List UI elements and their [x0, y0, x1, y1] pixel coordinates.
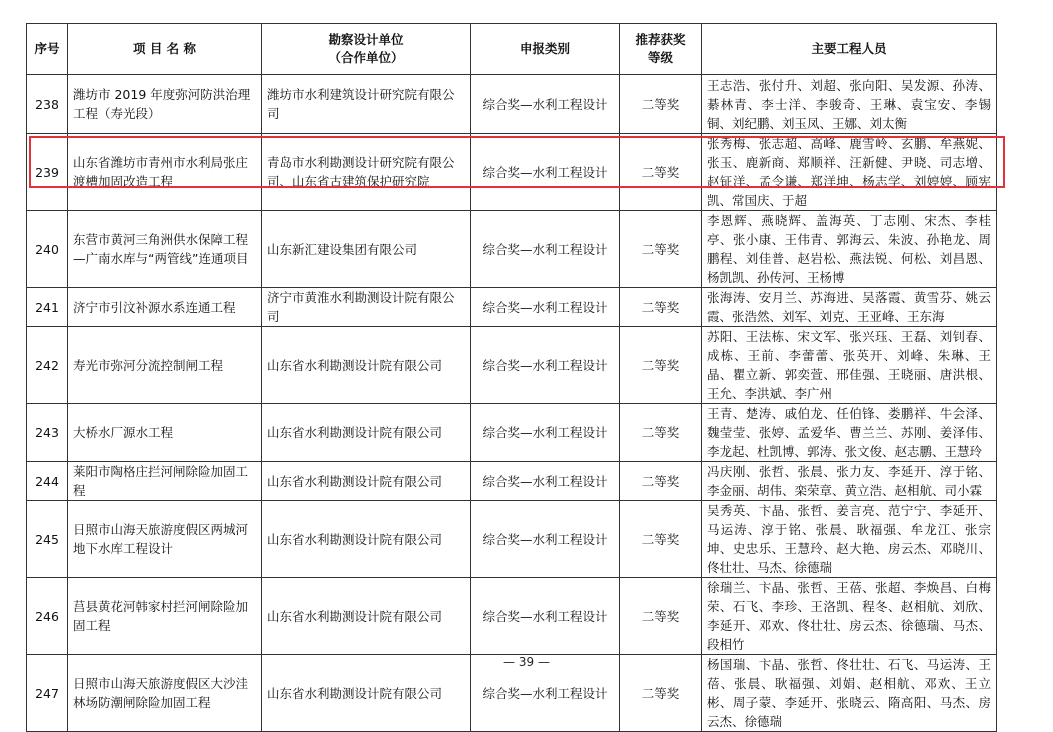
table-row	[27, 462, 997, 501]
row-staff: 张海涛、安月兰、苏海进、吴落霞、黄雪芬、姚云霞、张浩然、刘军、刘克、王亚峰、王东海	[702, 288, 997, 327]
row-design-unit: 山东省水利勘测设计院有限公司	[262, 404, 471, 462]
row-design-unit: 青岛市水利勘测设计研究院有限公司、山东省古建筑保护研究院	[262, 134, 471, 211]
row-no: 243	[27, 404, 68, 462]
row-design-unit: 山东省水利勘测设计院有限公司	[262, 327, 471, 404]
table-row	[27, 211, 997, 288]
header-award-line1: 推荐获奖	[635, 32, 686, 47]
row-staff: 杨国瑞、卞晶、张哲、佟壮壮、石飞、马运涛、王蓓、张晨、耿福强、刘娟、赵相航、邓欢、王立彬、周子蒙、李延开、张晓云、隋高阳、马杰、房云杰、徐德瑞	[702, 655, 997, 732]
row-project-name: 日照市山海天旅游度假区两城河地下水库工程设计	[68, 501, 262, 578]
row-award: 二等奖	[620, 327, 702, 404]
row-project-name: 济宁市引汶补源水系连通工程	[68, 288, 262, 327]
row-category: 综合奖—水利工程设计	[471, 655, 620, 732]
row-category: 综合奖—水利工程设计	[471, 327, 620, 404]
row-no: 247	[27, 655, 68, 732]
row-staff: 吴秀英、卞晶、张哲、姜言亮、范宁宁、李延开、马运涛、淳于铭、张晨、耿福强、牟龙江、张宗坤、史忠乐、王慧玲、赵大艳、房云杰、邓晓川、佟壮壮、马杰、徐德瑞	[702, 501, 997, 578]
row-design-unit: 山东新汇建设集团有限公司	[262, 211, 471, 288]
row-category: 综合奖—水利工程设计	[471, 211, 620, 288]
row-staff: 王青、楚涛、戚伯龙、任伯锋、娄鹏祥、牛会泽、魏莹莹、张婷、孟爱华、曹兰兰、苏刚、姜泽伟、李龙起、杜凯博、郭涛、张文俊、赵志鹏、王慧玲	[702, 404, 997, 462]
row-category: 综合奖—水利工程设计	[471, 288, 620, 327]
row-no: 240	[27, 211, 68, 288]
row-design-unit: 山东省水利勘测设计院有限公司	[262, 655, 471, 732]
page-number: — 39 —	[503, 655, 550, 669]
row-award: 二等奖	[620, 501, 702, 578]
row-project-name: 东营市黄河三角洲供水保障工程—广南水库与“两管线”连通项目	[68, 211, 262, 288]
row-project-name: 寿光市弥河分流控制闸工程	[68, 327, 262, 404]
table-row	[27, 327, 997, 404]
row-staff: 李恩辉、燕晓辉、盖海英、丁志刚、宋杰、李桂亭、张小康、王伟青、郭海云、朱波、孙艳龙、周鹏程、刘佳普、赵岩松、燕法锐、何松、刘昌恩、杨凯凯、孙传河、王杨博	[702, 211, 997, 288]
row-category: 综合奖—水利工程设计	[471, 501, 620, 578]
row-no: 245	[27, 501, 68, 578]
header-design-unit	[262, 24, 471, 75]
row-award: 二等奖	[620, 211, 702, 288]
table-row	[27, 404, 997, 462]
row-project-name: 潍坊市 2019 年度弥河防洪治理工程（寿光段）	[68, 75, 262, 134]
row-staff: 苏阳、王法栋、宋文军、张兴珏、王磊、刘钊春、成栋、王前、李蕾蕾、张英开、刘峰、朱琳、王晶、瞿立新、郭奕萱、邢佳强、王晓丽、唐洪根、王允、李洪斌、李广州	[702, 327, 997, 404]
row-category: 综合奖—水利工程设计	[471, 75, 620, 134]
row-design-unit: 山东省水利勘测设计院有限公司	[262, 462, 471, 501]
row-award: 二等奖	[620, 462, 702, 501]
row-staff: 王志浩、张付升、刘超、张向阳、吴发源、孙涛、綦林青、李士洋、李骏奇、王琳、袁宝安、李锡铜、刘纪鹏、刘玉凤、王娜、刘太衡	[702, 75, 997, 134]
header-design-unit-line2: （合作单位）	[328, 50, 404, 65]
row-award: 二等奖	[620, 134, 702, 211]
header-staff: 主要工程人员	[702, 24, 997, 75]
row-category: 综合奖—水利工程设计	[471, 404, 620, 462]
row-design-unit: 山东省水利勘测设计院有限公司	[262, 578, 471, 655]
row-staff: 冯庆刚、张哲、张晨、张力友、李延开、淳于铭、李金丽、胡伟、栾荣章、黄立浩、赵相航、司小霖	[702, 462, 997, 501]
row-project-name: 莱阳市陶格庄拦河闸除险加固工程	[68, 462, 262, 501]
row-project-name: 日照市山海天旅游度假区大沙洼林场防潮闸除险加固工程	[68, 655, 262, 732]
row-project-name: 莒县黄花河韩家村拦河闸除险加固工程	[68, 578, 262, 655]
header-award-line2: 等级	[647, 50, 673, 65]
table-row-highlighted	[27, 134, 997, 211]
row-staff: 张秀梅、张志超、高峰、鹿雪岭、玄鹏、牟燕妮、张玉、鹿新商、郑顺祥、汪新健、尹晓、司志增、赵钲洋、孟令谦、郑洋坤、杨志学、刘婷婷、顾宪凯、常国庆、于超	[702, 134, 997, 211]
row-design-unit: 济宁市黄淮水利勘测设计院有限公司	[262, 288, 471, 327]
row-no: 244	[27, 462, 68, 501]
row-award: 二等奖	[620, 655, 702, 732]
row-award: 二等奖	[620, 404, 702, 462]
row-project-name: 山东省潍坊市青州市水利局张庄渡槽加固改造工程	[68, 134, 262, 211]
award-table	[26, 23, 997, 732]
header-project-name: 项 目 名 称	[68, 24, 262, 75]
row-no: 246	[27, 578, 68, 655]
row-staff: 徐瑞兰、卞晶、张哲、王蓓、张超、李焕昌、白梅荣、石飞、李珍、王洛凯、程冬、赵相航、刘欣、李延开、邓欢、佟壮壮、房云杰、徐德瑞、马杰、段相竹	[702, 578, 997, 655]
table-row	[27, 288, 997, 327]
table-row	[27, 578, 997, 655]
row-no: 242	[27, 327, 68, 404]
row-award: 二等奖	[620, 578, 702, 655]
row-award: 二等奖	[620, 288, 702, 327]
header-category: 申报类别	[471, 24, 620, 75]
row-category: 综合奖—水利工程设计	[471, 462, 620, 501]
row-category: 综合奖—水利工程设计	[471, 134, 620, 211]
row-no: 241	[27, 288, 68, 327]
row-no: 239	[27, 134, 68, 211]
table-header-row	[27, 24, 997, 75]
table-row	[27, 75, 997, 134]
row-no: 238	[27, 75, 68, 134]
row-project-name: 大桥水厂源水工程	[68, 404, 262, 462]
row-award: 二等奖	[620, 75, 702, 134]
header-no: 序号	[27, 24, 68, 75]
header-design-unit-line1: 勘察设计单位	[328, 32, 404, 47]
row-design-unit: 山东省水利勘测设计院有限公司	[262, 501, 471, 578]
table-row	[27, 501, 997, 578]
row-category: 综合奖—水利工程设计	[471, 578, 620, 655]
header-award	[620, 24, 702, 75]
row-design-unit: 潍坊市水利建筑设计研究院有限公司	[262, 75, 471, 134]
